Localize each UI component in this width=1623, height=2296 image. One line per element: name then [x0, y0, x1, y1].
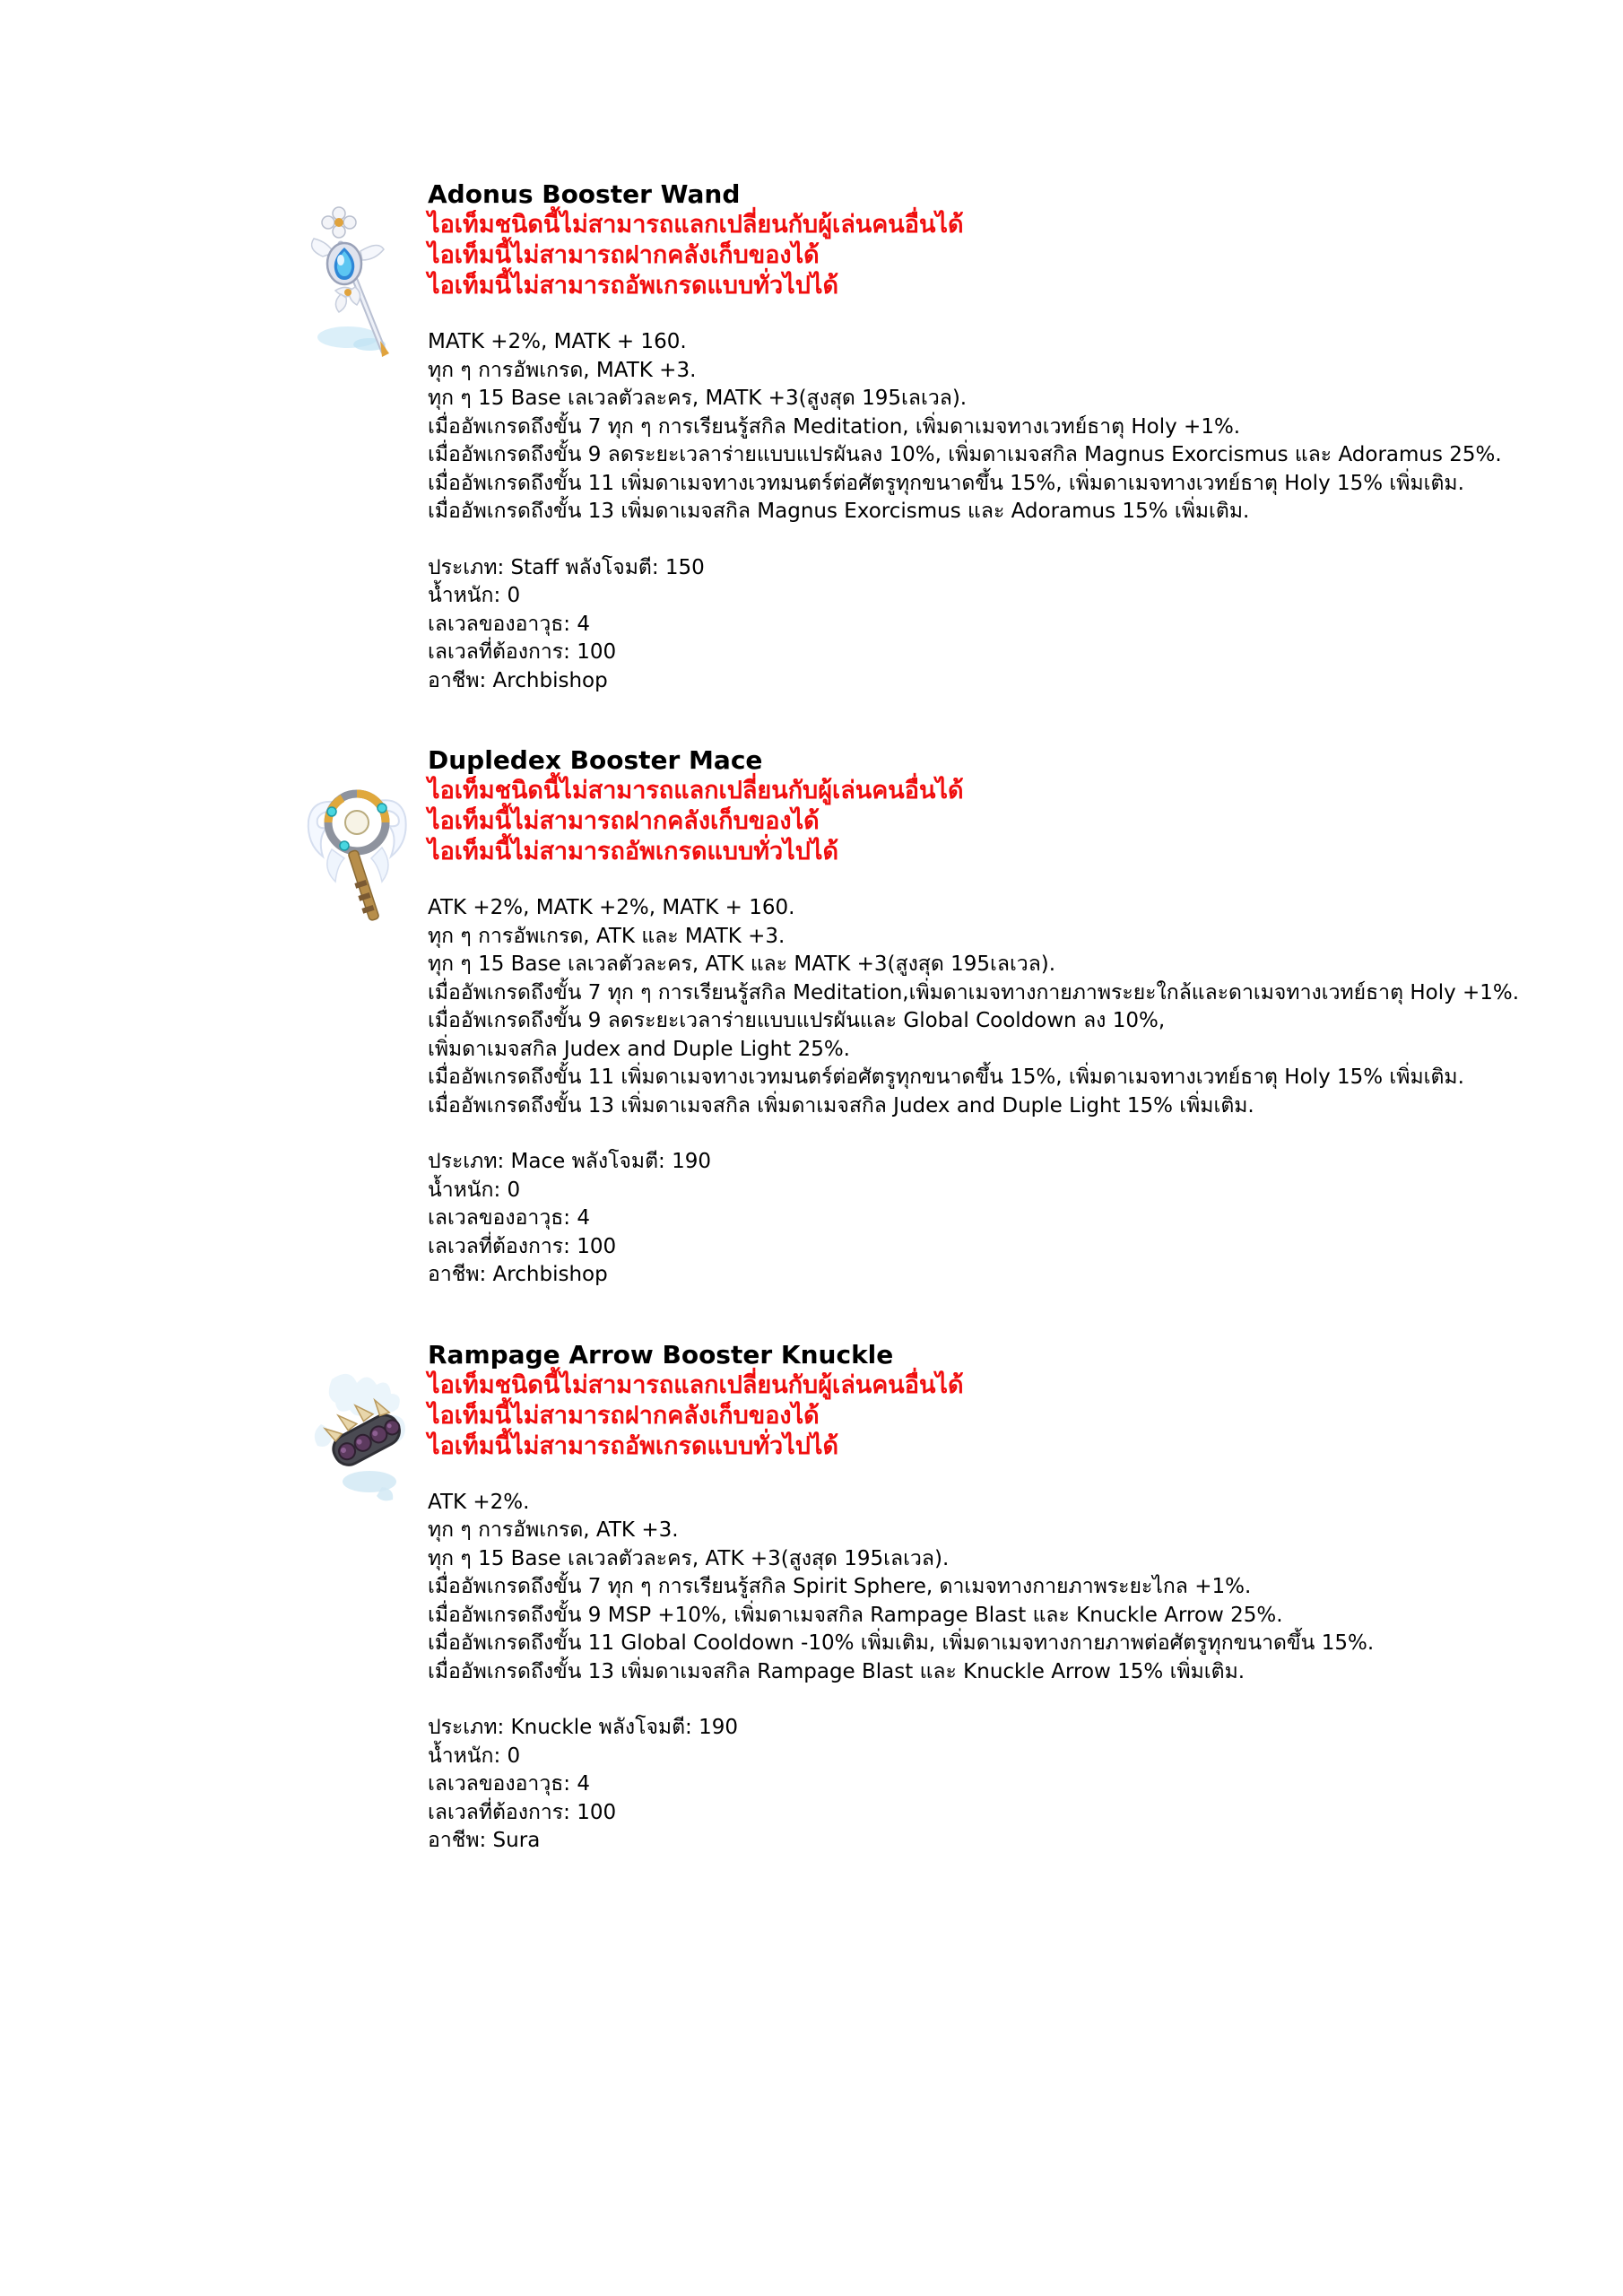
properties-block [428, 1714, 1569, 1856]
property-line: ประเภท: Mace พลังโจมตี: 190 [428, 1150, 711, 1173]
stat-line: เมื่ออัพเกรดถึงขั้น 9 ลดระยะเวลาร่ายแบบแปรผันลง 10%, เพิ่มดาเมจสกิล Magnus Exorcismus และ Adoramus 25%. [428, 443, 1502, 466]
property-line: ประเภท: Knuckle พลังโจมตี: 190 [428, 1716, 738, 1739]
item-content [428, 179, 1569, 695]
warning-line: ไอเท็มชนิดนี้ไม่สามารถแลกเปลี่ยนกับผู้เล่นคนอื่นได้ [428, 211, 964, 239]
stat-line: เมื่ออัพเกรดถึงขั้น 13 เพิ่มดาเมจสกิล เพิ่มดาเมจสกิล Judex and Duple Light 15% เพิ่มเติม. [428, 1093, 1254, 1118]
warning-block [428, 1370, 1569, 1462]
warning-line: ไอเท็มชนิดนี้ไม่สามารถแลกเปลี่ยนกับผู้เล่นคนอื่นได้ [428, 777, 964, 804]
stat-line: ทุก ๆ การอัพเกรด, MATK +3. [428, 358, 697, 382]
stat-line: เมื่ออัพเกรดถึงขั้น 7 ทุก ๆ การเรียนรู้สกิล Meditation, เพิ่มดาเมจทางเวทย์ธาตุ Holy +1%. [428, 414, 1241, 439]
warning-block [428, 776, 1569, 867]
item-block-rampage-arrow-booster-knuckle [305, 1340, 1569, 1856]
stat-line: เมื่ออัพเกรดถึงขั้น 13 เพิ่มดาเมจสกิล Magnus Exorcismus และ Adoramus 15% เพิ่มเติม. [428, 500, 1250, 523]
item-title: Adonus Booster Wand [428, 179, 741, 209]
property-line: น้ำหนัก: 0 [428, 1744, 521, 1768]
stats-block [428, 1489, 1569, 1687]
property-line: เลเวลที่ต้องการ: 100 [428, 1234, 617, 1258]
property-line: เลเวลของอาวุธ: 4 [428, 612, 590, 636]
stat-line: MATK +2%, MATK + 160. [428, 330, 687, 353]
warning-line: ไอเท็มนี้ไม่สามารถฝากคลังเก็บของได้ [428, 1401, 820, 1430]
warning-line: ไอเท็มนี้ไม่สามารถฝากคลังเก็บของได้ [428, 241, 820, 269]
stat-line: เมื่ออัพเกรดถึงขั้น 9 MSP +10%, เพิ่มดาเมจสกิล Rampage Blast และ Knuckle Arrow 25%. [428, 1603, 1283, 1627]
property-line: น้ำหนัก: 0 [428, 584, 521, 607]
stats-block [428, 328, 1569, 526]
properties-block [428, 1148, 1569, 1290]
item-title: Rampage Arrow Booster Knuckle [428, 1339, 894, 1370]
property-line: เลเวลที่ต้องการ: 100 [428, 640, 617, 664]
stat-line: เมื่ออัพเกรดถึงขั้น 13 เพิ่มดาเมจสกิล Rampage Blast และ Knuckle Arrow 15% เพิ่มเติม. [428, 1659, 1245, 1683]
property-line: เลเวลที่ต้องการ: 100 [428, 1800, 617, 1824]
stat-line: ATK +2%, MATK +2%, MATK + 160. [428, 896, 795, 919]
warning-line: ไอเท็มนี้ไม่สามารถฝากคลังเก็บของได้ [428, 807, 820, 835]
property-line: อาชีพ: Archbishop [428, 668, 608, 692]
warning-block [428, 210, 1569, 301]
warning-line: ไอเท็มนี้ไม่สามารถอัพเกรดแบบทั่วไปได้ [428, 272, 838, 300]
property-line: อาชีพ: Sura [428, 1829, 541, 1852]
item-title: Dupledex Booster Mace [428, 745, 763, 775]
adonus-booster-wand-icon [305, 201, 421, 362]
dupledex-booster-mace-icon [305, 767, 421, 928]
stat-line: เมื่ออัพเกรดถึงขั้น 11 เพิ่มดาเมจทางเวทมนตร์ต่อศัตรูทุกขนาดขึ้น 15%, เพิ่มดาเมจทางเวทย์ธาตุ Holy 15% เพิ่มเติม. [428, 1065, 1464, 1089]
stat-line: ทุก ๆ การอัพเกรด, ATK และ MATK +3. [428, 924, 785, 948]
stat-line: เมื่ออัพเกรดถึงขั้น 7 ทุก ๆ การเรียนรู้สกิล Meditation,เพิ่มดาเมจทางกายภาพระยะใกล้และดาเมจทางเวทย์ธาตุ Holy +1%. [428, 980, 1520, 1004]
property-line: เลเวลของอาวุธ: 4 [428, 1206, 590, 1230]
stat-line: ทุก ๆ 15 Base เลเวลตัวละคร, ATK และ MATK +3(สูงสุด 195เลเวล). [428, 952, 1056, 976]
stat-line: เมื่ออัพเกรดถึงขั้น 9 ลดระยะเวลาร่ายแบบแปรผันและ Global Cooldown ลง 10%, [428, 1009, 1166, 1032]
stat-line: ทุก ๆ 15 Base เลเวลตัวละคร, MATK +3(สูงสุด 195เลเวล). [428, 387, 968, 410]
warning-line: ไอเท็มนี้ไม่สามารถอัพเกรดแบบทั่วไปได้ [428, 838, 838, 865]
item-block-dupledex-booster-mace [305, 745, 1569, 1290]
property-line: เลเวลของอาวุธ: 4 [428, 1772, 590, 1796]
item-content [428, 745, 1569, 1290]
stat-line: เมื่ออัพเกรดถึงขั้น 11 Global Cooldown -10% เพิ่มเติม, เพิ่มดาเมจทางกายภาพต่อศัตรูทุกขนาดขึ้น 15%. [428, 1631, 1375, 1655]
stats-block [428, 894, 1569, 1120]
stat-line: ทุก ๆ การอัพเกรด, ATK +3. [428, 1518, 679, 1542]
stat-line: เมื่ออัพเกรดถึงขั้น 11 เพิ่มดาเมจทางเวทมนตร์ต่อศัตรูทุกขนาดขึ้น 15%, เพิ่มดาเมจทางเวทย์ธาตุ Holy 15% เพิ่มเติม. [428, 471, 1464, 495]
item-content [428, 1340, 1569, 1856]
warning-line: ไอเท็มชนิดนี้ไม่สามารถแลกเปลี่ยนกับผู้เล่นคนอื่นได้ [428, 1370, 964, 1399]
stat-line: เมื่ออัพเกรดถึงขั้น 7 ทุก ๆ การเรียนรู้สกิล Spirit Sphere, ดาเมจทางกายภาพระยะไกล +1%. [428, 1575, 1252, 1598]
item-block-adonus-booster-wand [305, 179, 1569, 695]
property-line: ประเภท: Staff พลังโจมตี: 150 [428, 555, 705, 579]
property-line: น้ำหนัก: 0 [428, 1178, 521, 1202]
stat-line: ทุก ๆ 15 Base เลเวลตัวละคร, ATK +3(สูงสุด 195เลเวล). [428, 1546, 950, 1570]
stat-line: ATK +2%. [428, 1490, 530, 1514]
properties-block [428, 554, 1569, 696]
stat-line: เพิ่มดาเมจสกิล Judex and Duple Light 25%. [428, 1037, 850, 1061]
warning-line: ไอเท็มนี้ไม่สามารถอัพเกรดแบบทั่วไปได้ [428, 1431, 838, 1460]
property-line: อาชีพ: Archbishop [428, 1263, 608, 1286]
rampage-arrow-booster-knuckle-icon [305, 1361, 421, 1523]
